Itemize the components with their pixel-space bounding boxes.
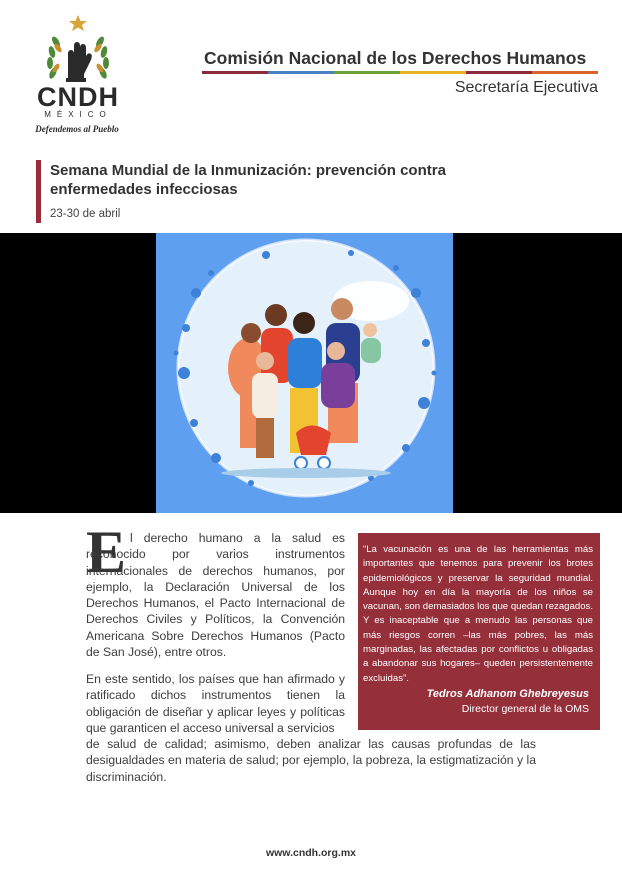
color-stripe-segment — [466, 71, 532, 74]
footer-url[interactable]: www.cndh.org.mx — [265, 847, 357, 859]
department-name: Secretaría Ejecutiva — [454, 79, 598, 96]
title-accent-bar — [36, 160, 41, 223]
logo-acronym: CNDH — [37, 82, 119, 112]
cndh-emblem-icon — [22, 12, 134, 140]
quote-author-role: Director general de la OMS — [461, 703, 589, 715]
color-stripe-segment — [334, 71, 400, 74]
drop-cap: E — [86, 519, 127, 585]
organization-name: Comisión Nacional de los Derechos Humanos — [204, 48, 587, 68]
event-dates: 23-30 de abril — [50, 208, 121, 220]
color-stripe-segment — [400, 71, 466, 74]
color-stripe-segment — [202, 71, 268, 74]
immunization-illustration — [156, 233, 453, 513]
body-paragraph-1: l derecho humano a la salud es reconocido por varios instrumentos internacionales de derechos humanos, por ejemplo, la Declaración Universal de los Derechos Humanos, el Pacto Internacional de Derechos Civiles y Políticos, la Convención Americana Sobre Derechos Humanos (Pacto de San José), entre otros. — [86, 531, 345, 660]
page-title: Semana Mundial de la Inmunización: prevención contra enfermedades infecciosas — [50, 162, 446, 198]
color-stripe-segment — [532, 71, 598, 74]
color-stripe-segment — [268, 71, 334, 74]
body-paragraph-2: En este sentido, los países que han afirmado y ratificado dichos instrumentos tienen la obligación de diseñar y aplicar leyes y políticas que garanticen el acceso universal a servicios — [86, 672, 345, 735]
color-stripe — [202, 71, 598, 74]
logo-country: MÉXICO — [44, 110, 112, 119]
body-paragraph-2-continued: de salud de calidad; asimismo, deben analizar las causas profundas de las desigualdades en materia de salud; por ejemplo, la pobreza, la estigmatización y la discriminación. — [86, 737, 536, 784]
quote-author: Tedros Adhanom Ghebreyesus — [426, 688, 589, 700]
logo-motto: Defendemos al Pueblo — [35, 124, 119, 134]
quote-text: “La vacunación es una de las herramientas más importantes que tenemos para prevenir los brotes epidemiológicos y preservar la seguridad mundial. Aunque hoy en día la mayoría de los niños se vacunan, son demasiados los que quedan rezagados. Y es inaceptable que a menudo las personas que más riesgos corren –las más pobres, las más marginadas, las afectadas por conflictos u obligadas a abandonar sus hogares– queden persistentemente excluidas”. — [363, 544, 593, 684]
